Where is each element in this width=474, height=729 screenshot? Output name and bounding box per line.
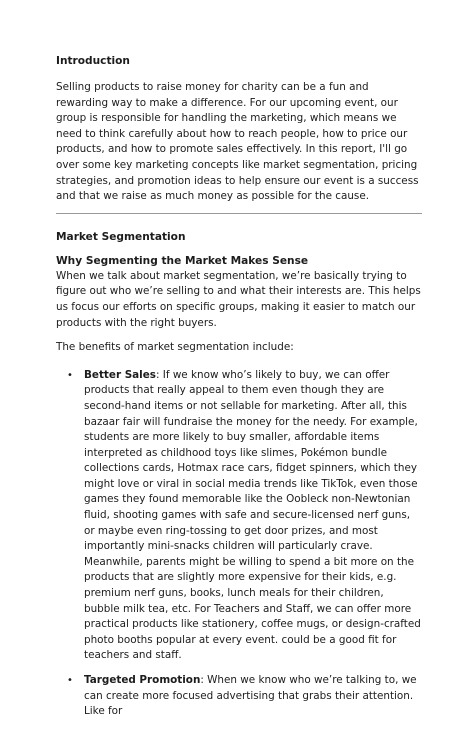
benefit-text: : When we know who we’re talking to, we can create more focused advertising that grabs their attention. Like for [84,674,417,718]
benefit-term: Targeted Promotion [84,674,201,686]
list-item [56,673,422,720]
section-divider [56,213,422,214]
benefit-text: : If we know who’s likely to buy, we can offer products that really appeal to them even though they are second-hand items or not sellable for marketing. After all, this bazaar fair will fundraise the money for the needy. For example, students are more likely to buy smaller, affordable items interpreted as childhood toys like slimes, Pokémon bundle collections cards, Hotmax race cars, fidget spinners, which they might love or viral in social media trends like TikTok, even those games they found memorable like the Oobleck non-Newtonian fluid, shooting games with safe and secure-licensed nerf guns, or maybe even ring-tossing to get door prizes, and most importantly mini-snacks children will particularly crave. Meanwhile, parents might be willing to spend a bit more on the products that are slightly more expensive for their kids, e.g. premium nerf guns, books, lunch meals for their children, bubble milk tea, etc. For Teachers and Staff, we can offer more practical products like stationery, coffee mugs, or design-crafted photo booths popular at every event. could be a good fit for teachers and staff. [84,368,421,662]
segmentation-subheading: Why Segmenting the Market Makes Sense [56,254,309,267]
introduction-heading: Introduction [56,55,130,67]
document-page [56,54,422,729]
bullet-icon: • [67,369,73,381]
benefits-list [56,368,422,720]
market-segmentation-heading: Market Segmentation [56,230,186,243]
bullet-icon: • [67,675,73,686]
segmentation-paragraph: When we talk about market segmentation, we’re basically trying to figure out who we’re selling to and what their interests are. This helps us focus our efforts on specific groups, making it easier to match our products with the right buyers. [56,269,421,329]
benefits-intro: The benefits of market segmentation include: [56,341,294,354]
benefit-term: Better Sales [84,368,156,381]
introduction-paragraph: Selling products to raise money for charity can be a fun and rewarding way to make a difference. For our upcoming event, our group is responsible for handling the marketing, which means we need to think carefully about how to reach people, how to price our products, and how to promote sales effectively. In this report, I'll go over some key marketing concepts like market segmentation, pricing strategies, and promotion ideas to help ensure our event is a success and that we raise as much money as possible for the cause. [56,81,419,203]
list-item [56,368,422,664]
